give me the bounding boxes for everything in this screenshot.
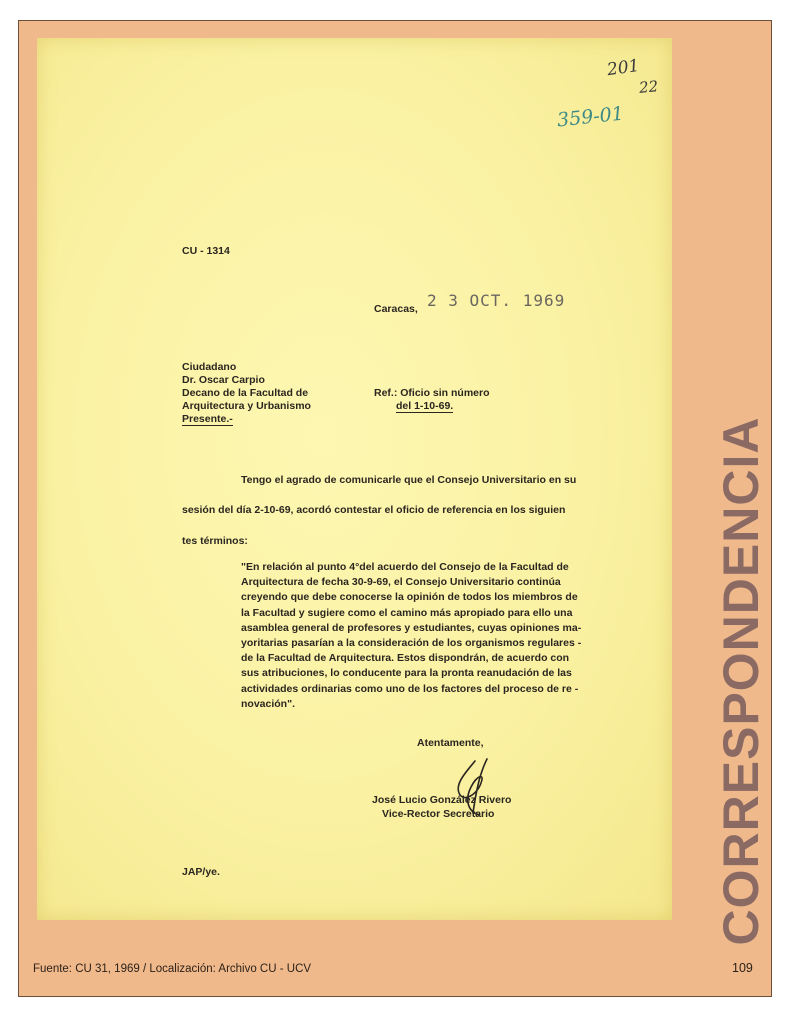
quote-line: "En relación al punto 4°del acuerdo del Consejo de la Facultad de	[241, 561, 569, 573]
reference-line: del 1-10-69.	[396, 400, 454, 412]
typist-initials: JAP/ye.	[182, 866, 220, 878]
reference-line: Ref.: Oficio sin número	[374, 387, 490, 399]
handwritten-note-2: 22	[638, 77, 659, 97]
place-label: Caracas,	[374, 303, 418, 315]
signatory-name: José Lucio González Rivero	[372, 794, 512, 806]
page-number: 109	[732, 961, 753, 975]
reference-code: CU - 1314	[182, 245, 230, 257]
quote-line: sus atribuciones, lo conducente para la pronta reanudación de las	[241, 667, 572, 680]
body-line: Tengo el agrado de comunicarle que el Consejo Universitario en su	[241, 474, 577, 486]
addressee-line: Presente.-	[182, 413, 233, 425]
quote-line: Arquitectura de fecha 30-9-69, el Consejo Universitario continúa	[241, 576, 561, 589]
quote-line: asamblea general de profesores y estudiantes, cuyas opiniones ma-	[241, 621, 582, 634]
addressee-block	[182, 361, 311, 426]
addressee-line: Dr. Oscar Carpio	[182, 374, 265, 386]
letter-document	[37, 38, 672, 920]
quote-line: yoritarias pasarían a la consideración de los organismos regulares -	[241, 637, 582, 650]
page-frame	[18, 20, 772, 997]
body-line: tes términos:	[182, 535, 248, 547]
date-stamp: 2 3 OCT. 1969	[427, 291, 566, 310]
source-caption: Fuente: CU 31, 1969 / Localización: Archivo CU - UCV	[33, 963, 312, 975]
handwritten-note-1: 201	[605, 55, 641, 81]
quote-line: creyendo que debe conocerse la opinión de todos los miembros de	[241, 591, 578, 604]
section-title: CORRESPONDENCIA	[713, 416, 769, 946]
closing: Atentamente,	[417, 737, 484, 749]
body-line: sesión del día 2-10-69, acordó contestar el oficio de referencia en los siguien	[182, 504, 566, 516]
quote-line: la Facultad y sugiere como el camino más apropiado para ello una	[241, 606, 573, 619]
addressee-line: Arquitectura y Urbanismo	[182, 400, 311, 412]
quoted-resolution	[241, 560, 581, 712]
quote-line: novación".	[241, 697, 295, 710]
reference-block	[374, 387, 490, 413]
quote-line: de la Facultad de Arquitectura. Estos dispondrán, de acuerdo con	[241, 652, 570, 665]
addressee-line: Ciudadano	[182, 361, 237, 373]
addressee-line: Decano de la Facultad de	[182, 387, 309, 399]
handwritten-note-3: 359-01	[556, 102, 625, 132]
signatory-title: Vice-Rector Secretario	[382, 808, 495, 820]
quote-line: actividades ordinarias como uno de los factores del proceso de re -	[241, 682, 579, 695]
